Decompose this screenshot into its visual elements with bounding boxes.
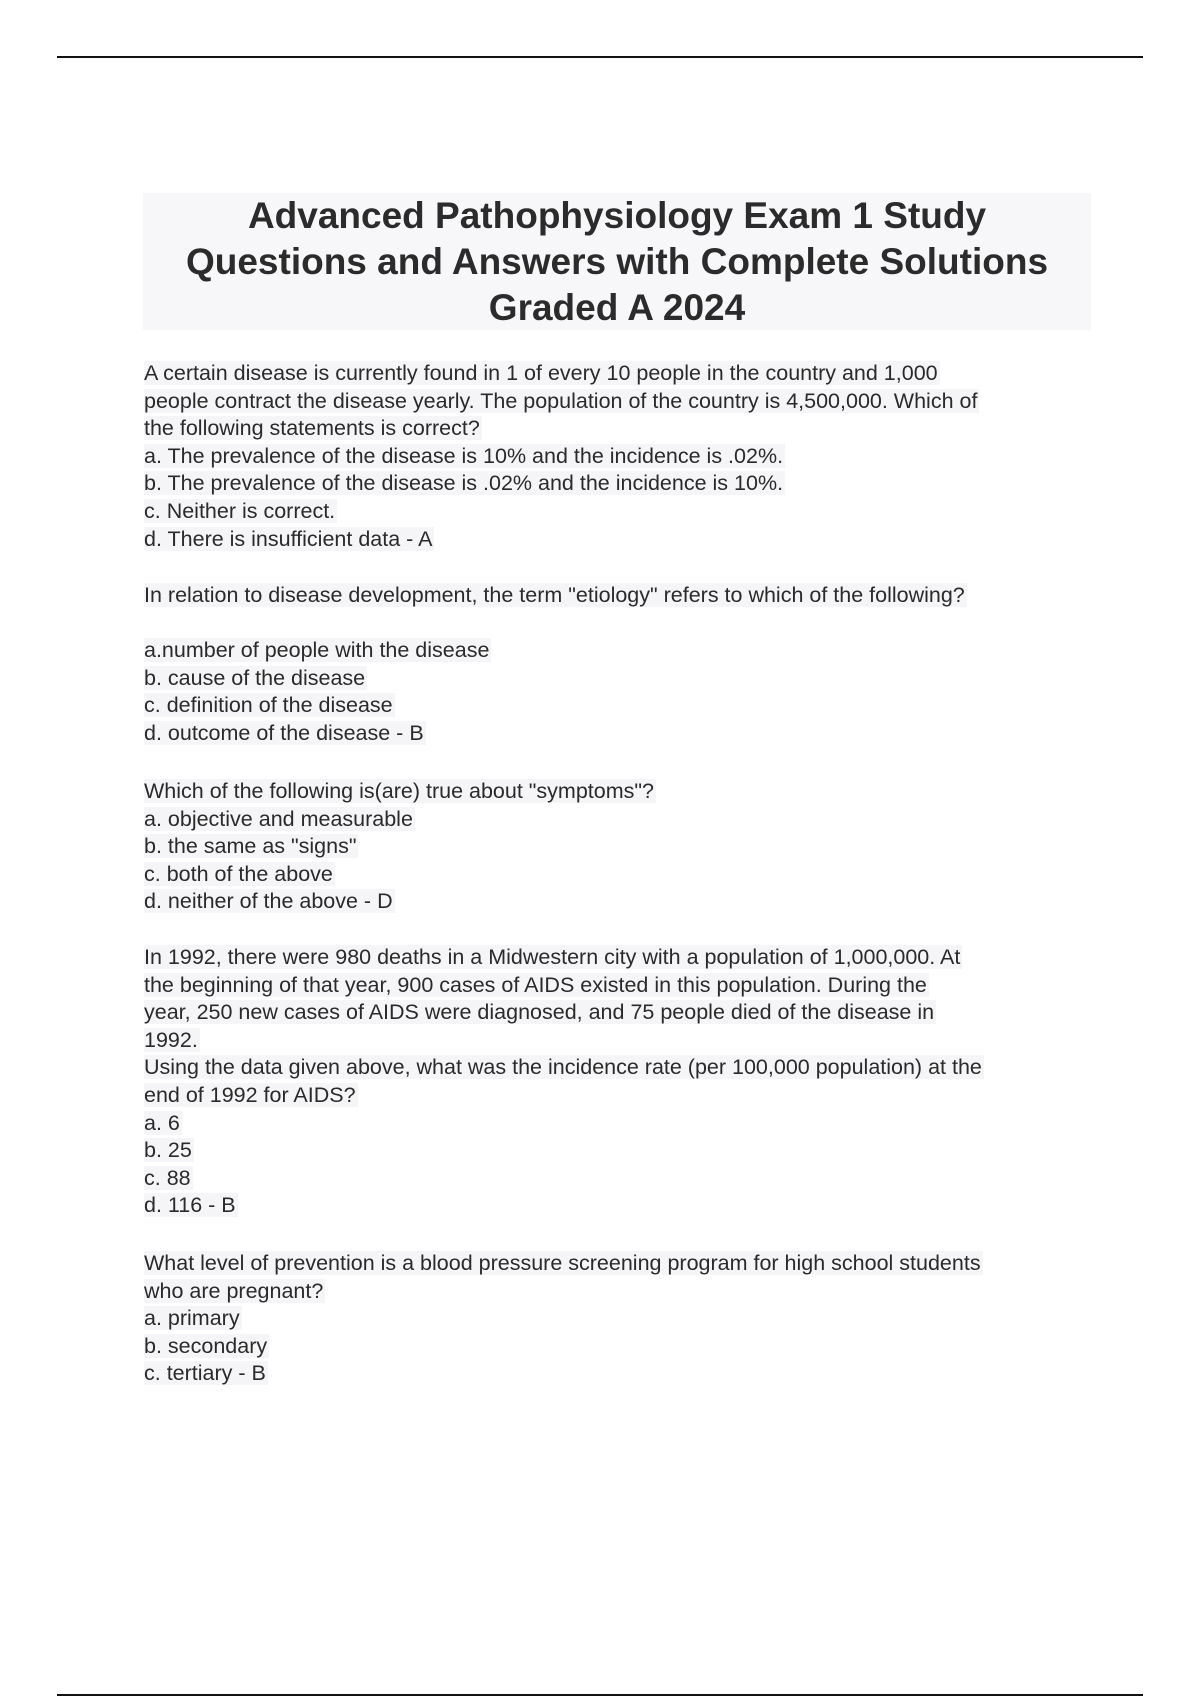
question-3-stem-line: Which of the following is(are) true about "symptoms"?: [144, 779, 654, 803]
question-2: [144, 582, 967, 748]
document-title: [143, 193, 1091, 330]
question-4-stem-line: In 1992, there were 980 deaths in a Midwestern city with a population of 1,000,000. At: [144, 945, 961, 969]
title-line-3: Graded A 2024: [488, 286, 746, 328]
question-4-stem-line: year, 250 new cases of AIDS were diagnosed, and 75 people died of the disease in: [144, 1000, 935, 1025]
question-1-stem-line: people contract the disease yearly. The population of the country is 4,500,000. Which of: [144, 388, 978, 413]
question-3-option-d: d. neither of the above - D: [144, 889, 393, 914]
title-line-1: Advanced Pathophysiology Exam 1 Study: [247, 194, 987, 236]
top-rule: [57, 56, 1143, 58]
question-4: [144, 944, 984, 1220]
question-4-option-c: c. 88: [144, 1165, 191, 1190]
question-1-stem-line: the following statements is correct?: [144, 416, 480, 441]
question-2-option-b: b. cause of the disease: [144, 665, 366, 690]
question-3-option-a: a. objective and measurable: [144, 806, 413, 831]
question-2-option-a: a.number of people with the disease: [144, 638, 490, 663]
bottom-rule: [57, 1694, 1143, 1696]
question-4-stem-line: Using the data given above, what was the incidence rate (per 100,000 population) at the: [144, 1055, 982, 1080]
question-4-option-d: d. 116 - B: [144, 1193, 236, 1218]
question-4-option-b: b. 25: [144, 1138, 192, 1163]
question-1-option-c: c. Neither is correct.: [144, 498, 336, 523]
question-5-option-c: c. tertiary - B: [144, 1361, 266, 1386]
question-5-stem-line: who are pregnant?: [144, 1278, 324, 1303]
question-3: [144, 778, 656, 916]
question-2-stem-line: In relation to disease development, the term "etiology" refers to which of the following?: [144, 583, 965, 607]
question-5-stem-line: What level of prevention is a blood pressure screening program for high school students: [144, 1251, 981, 1275]
question-4-option-a: a. 6: [144, 1110, 180, 1135]
question-1-stem-line: A certain disease is currently found in 1 of every 10 people in the country and 1,000: [144, 361, 938, 385]
question-2-option-d: d. outcome of the disease - B: [144, 720, 424, 745]
question-1-option-d: d. There is insufficient data - A: [144, 526, 433, 551]
question-1: [144, 360, 979, 553]
question-5-option-a: a. primary: [144, 1306, 240, 1331]
question-1-option-b: b. The prevalence of the disease is .02% and the incidence is 10%.: [144, 471, 784, 496]
question-3-option-b: b. the same as "signs": [144, 834, 357, 859]
question-1-option-a: a. The prevalence of the disease is 10% and the incidence is .02%.: [144, 443, 784, 468]
question-2-option-c: c. definition of the disease: [144, 693, 393, 718]
title-line-2: Questions and Answers with Complete Solutions: [185, 240, 1049, 282]
question-4-stem-line: 1992.: [144, 1027, 198, 1052]
question-5-option-b: b. secondary: [144, 1333, 268, 1358]
question-4-stem-line: end of 1992 for AIDS?: [144, 1082, 356, 1107]
question-3-option-c: c. both of the above: [144, 861, 333, 886]
question-5: [144, 1250, 983, 1388]
question-4-stem-line: the beginning of that year, 900 cases of AIDS existed in this population. During the: [144, 972, 927, 997]
